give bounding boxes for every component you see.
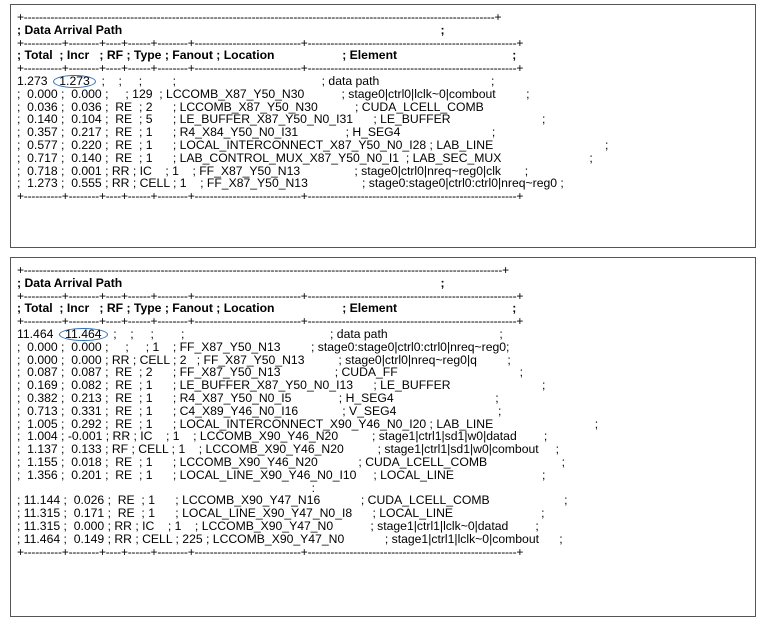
- separator-line: +----------+--------+----+------+--------+----------------------------+-------------------------------------------------------+: [17, 544, 524, 559]
- report-row: ; 1.005 ; 0.292 ; RE ; 1 ; LOCAL_INTERCONNECT_X90_Y46_N0_I20 ; LAB_LINE ;: [17, 416, 599, 431]
- highlighted-incr-value: 11.464: [59, 328, 107, 341]
- report-row: ; 1.356 ; 0.201 ; RE ; 1 ; LOCAL_LINE_X90_Y46_N0_I10 ; LOCAL_LINE ;: [17, 467, 546, 482]
- report-row: ; 11.315 ; 0.171 ; RE ; 1 ; LOCAL_LINE_X90_Y47_N0_I8 ; LOCAL_LINE ;: [17, 506, 545, 521]
- report-row: ; 0.169 ; 0.082 ; RE ; 1 ; LE_BUFFER_X87_Y50_N0_I13 ; LE_BUFFER ;: [17, 378, 546, 393]
- report-row: ; 1.155 ; 0.018 ; RE ; 1 ; LCCOMB_X90_Y46_N20 ; CUDA_LCELL_COMB ;: [17, 454, 565, 469]
- report-row: [17, 75, 749, 88]
- report-row: ; 11.464 ; 0.149 ; RR ; CELL ; 225 ; LCCOMB_X90_Y47_N0 ; stage1|ctrl1|lclk~0|combout ;: [17, 531, 563, 546]
- separator-line: +----------+--------+----+------+--------+----------------------------+-------------------------------------------------------+: [17, 314, 524, 329]
- report-row: ; 0.717 ; 0.140 ; RE ; 1 ; LAB_CONTROL_MUX_X87_Y50_N0_I1 ; LAB_SEC_MUX ;: [17, 150, 593, 165]
- highlighted-incr-value: 1.273: [53, 75, 96, 88]
- report-row: ; 0.357 ; 0.217 ; RE ; 1 ; R4_X84_Y50_N0_I31 ; H_SEG4 ;: [17, 125, 496, 140]
- report-row: ; 0.036 ; 0.036 ; RE ; 2 ; LCCOMB_X87_Y50_N30 ; CUDA_LCELL_COMB: [17, 99, 484, 114]
- report-row: [17, 328, 749, 341]
- column-header-line: ; Total ; Incr ; RF ; Type ; Fanout ; Location ; Element ;: [17, 48, 517, 63]
- separator-line: +----------+--------+----+------+--------+----------------------------+-------------------------------------------------------+: [17, 61, 524, 76]
- column-header-line: ; Total ; Incr ; RF ; Type ; Fanout ; Location ; Element ;: [17, 301, 517, 316]
- report-row: ; 1.004 ; -0.001 ; RR ; IC ; 1 ; LCCOMB_X90_Y46_N20 ; stage1|ctrl1|sd1|w0|datad ;: [17, 429, 548, 444]
- report-row: ; 0.577 ; 0.220 ; RE ; 1 ; LOCAL_INTERCONNECT_X87_Y50_N0_I28 ; LAB_LINE ;: [17, 137, 609, 152]
- separator-line: +----------------------------------------------------------------------------------------------------------------------------+: [17, 10, 502, 24]
- report-row: ; 0.382 ; 0.213 ; RE ; 1 ; R4_X87_Y50_N0_I5 ; H_SEG4 ;: [17, 390, 499, 405]
- data-arrival-report-bottom: [10, 257, 756, 617]
- total-value: 11.464: [17, 326, 61, 341]
- report-row: ; 0.000 ; 0.000 ; RR ; CELL ; 2 ; FF_X87_Y50_N13 ; stage0|ctrl0|nreq~reg0|q ;: [17, 352, 511, 367]
- report-lines: [17, 264, 749, 558]
- report-row: ; 0.713 ; 0.331 ; RE ; 1 ; C4_X89_Y46_N0_I16 ; V_SEG4 ;: [17, 403, 502, 418]
- report-title-line: ; Data Arrival Path ;: [17, 275, 445, 290]
- report-row: ; 1.273 ; 0.555 ; RR ; CELL ; 1 ; FF_X87_Y50_N13 ; stage0:stage0|ctrl0:ctrl0|nreq~reg0 ;: [17, 176, 564, 191]
- report-row: ; 0.087 ; 0.087 ; RE ; 2 ; FF_X87_Y50_N13 ; CUDA_FF ;: [17, 365, 523, 380]
- total-value: 1.273: [17, 73, 55, 88]
- row-remainder: ; ; ; ; ; data path ;: [106, 326, 503, 341]
- report-title-line: ; Data Arrival Path ;: [17, 22, 445, 37]
- data-arrival-report-top: [10, 4, 756, 248]
- report-lines: [17, 11, 749, 203]
- report-row: ; 0.000 ; 0.000 ; ; ; 1 ; FF_X87_Y50_N13 ; stage0:stage0|ctrl0:ctrl0|nreq~reg0;: [17, 339, 510, 354]
- report-row: ; 0.140 ; 0.104 ; RE ; 5 ; LE_BUFFER_X87_Y50_N0_I31 ; LE_BUFFER ;: [17, 112, 546, 127]
- report-row: ; 11.144 ; 0.026 ; RE ; 1 ; LCCOMB_X90_Y47_N16 ; CUDA_LCELL_COMB ;: [17, 493, 568, 508]
- separator-line: +----------+--------+----+------+--------+----------------------------+-------------------------------------------------------+: [17, 35, 524, 50]
- separator-line: +------------------------------------------------------------------------------------------------------------------------------+: [17, 263, 509, 277]
- report-row: ; 0.000 ; 0.000 ; ; 129 ; LCCOMB_X87_Y50_N30 ; stage0|ctrl0|lclk~0|combout ;: [17, 86, 530, 101]
- report-row: ; 0.718 ; 0.001 ; RR ; IC ; 1 ; FF_X87_Y50_N13 ; stage0|ctrl0|nreq~reg0|clk ;: [17, 163, 529, 178]
- report-row: ; 11.315 ; 0.000 ; RR ; IC ; 1 ; LCCOMB_X90_Y47_N0 ; stage1|ctrl1|lclk~0|datad ;: [17, 518, 539, 533]
- separator-line: +----------+--------+----+------+--------+----------------------------+-------------------------------------------------------+: [17, 189, 524, 204]
- separator-line: +----------+--------+----+------+--------+----------------------------+-------------------------------------------------------+: [17, 288, 524, 303]
- row-remainder: ; ; ; ; ; data path ;: [94, 73, 495, 88]
- report-row: :: [17, 480, 315, 495]
- report-row: ; 1.137 ; 0.133 ; RF ; CELL ; 1 ; LCCOMB_X90_Y46_N20 ; stage1|ctrl1|sd1|w0|combout ;: [17, 442, 559, 457]
